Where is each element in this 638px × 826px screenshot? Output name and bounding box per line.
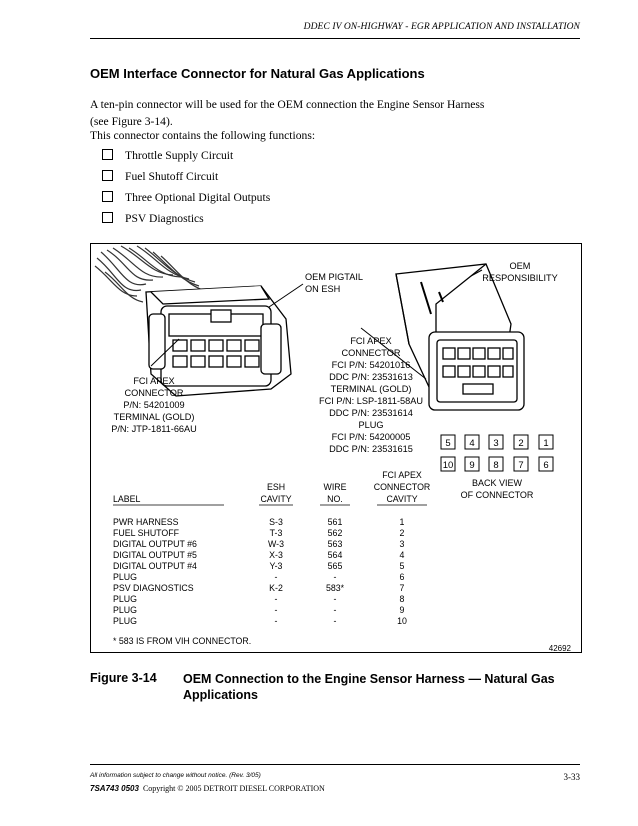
row-label: PLUG <box>113 594 137 604</box>
pin-label: 9 <box>469 460 475 471</box>
copyright: Copyright © 2005 DETROIT DIESEL CORPORATION <box>142 784 325 793</box>
row-esh: W-3 <box>268 539 284 549</box>
col-header-label: LABEL <box>113 494 141 504</box>
row-label: PSV DIAGNOSTICS <box>113 583 194 593</box>
pin-label: 4 <box>469 438 475 449</box>
oem-resp-label: OEM <box>509 261 531 271</box>
row-wire: - <box>333 616 337 626</box>
pin-label: 10 <box>442 460 454 471</box>
row-esh: - <box>274 616 278 626</box>
row-esh: S-3 <box>269 517 283 527</box>
row-cavity: 6 <box>399 572 405 582</box>
pin-label: 5 <box>445 438 451 449</box>
checkbox-icon <box>102 212 113 223</box>
oem-connector-icon <box>396 264 524 410</box>
bullet-item: Fuel Shutoff Circuit <box>102 170 218 183</box>
figure-id: 42692 <box>548 644 571 652</box>
row-esh: - <box>274 594 278 604</box>
row-cavity: 2 <box>399 528 405 538</box>
pigtail-label: OEM PIGTAIL <box>305 272 364 282</box>
row-wire: 561 <box>327 517 343 527</box>
running-header: DDEC IV ON-HIGHWAY - EGR APPLICATION AND INSTALLATION <box>303 22 580 32</box>
pin-label: 6 <box>543 460 549 471</box>
row-wire: - <box>333 605 337 615</box>
col-header-fci: FCI APEX <box>382 470 422 480</box>
row-esh: T-3 <box>269 528 283 538</box>
col-header-fci: CAVITY <box>386 494 418 504</box>
table-row <box>113 539 405 549</box>
table-row <box>113 550 405 560</box>
row-wire: 563 <box>327 539 343 549</box>
row-wire: - <box>333 594 337 604</box>
pin-label: 2 <box>518 438 524 449</box>
bullet-item: Throttle Supply Circuit <box>102 149 233 162</box>
figure-frame <box>90 243 582 653</box>
checkbox-icon <box>102 149 113 160</box>
col-header-fci: CONNECTOR <box>373 482 431 492</box>
row-wire: 583* <box>325 583 345 593</box>
center-callout-line: CONNECTOR <box>341 348 401 358</box>
col-header-wire: WIRE <box>323 482 347 492</box>
functions-intro: This connector contains the following functions: <box>90 129 316 142</box>
row-cavity: 5 <box>399 561 405 571</box>
intro-line-1: A ten-pin connector will be used for the OEM connection the Engine Sensor Harness <box>90 98 485 111</box>
figure-caption-text: OEM Connection to the Engine Sensor Harness — Natural Gas Applications <box>183 672 555 702</box>
pin-label: 1 <box>543 438 549 449</box>
page-number: 3-33 <box>563 772 580 782</box>
center-callout-line: FCI P/N: LSP-1811-58AU <box>319 396 423 406</box>
left-callout-line: TERMINAL (GOLD) <box>113 412 195 422</box>
row-cavity: 10 <box>397 616 407 626</box>
row-label: FUEL SHUTOFF <box>113 528 179 538</box>
back-view-label: BACK VIEW <box>471 478 523 488</box>
connector-diagram <box>91 244 581 652</box>
row-label: PWR HARNESS <box>113 517 179 527</box>
table-row <box>113 572 405 582</box>
figure-footnote: * 583 IS FROM VIH CONNECTOR. <box>113 636 252 646</box>
pin-table-header <box>113 470 430 505</box>
col-header-wire: NO. <box>327 494 343 504</box>
row-label: PLUG <box>113 616 137 626</box>
left-callout-line: FCI APEX <box>133 376 175 386</box>
col-header-esh: CAVITY <box>260 494 292 504</box>
row-esh: X-3 <box>269 550 283 560</box>
row-cavity: 8 <box>399 594 405 604</box>
row-wire: 565 <box>327 561 343 571</box>
center-callout-line: TERMINAL (GOLD) <box>330 384 412 394</box>
row-esh: Y-3 <box>269 561 283 571</box>
header-rule <box>90 38 580 39</box>
center-callout-line: FCI P/N: 54201016 <box>331 360 411 370</box>
table-row <box>113 583 405 593</box>
pin-table-rows <box>113 517 407 626</box>
row-label: PLUG <box>113 605 137 615</box>
checkbox-icon <box>102 191 113 202</box>
row-cavity: 1 <box>399 517 405 527</box>
pin-label: 3 <box>493 438 499 449</box>
col-header-esh: ESH <box>266 482 286 492</box>
footer-disclaimer: All information subject to change without notice. (Rev. 3/05) <box>90 772 261 779</box>
row-wire: - <box>333 572 337 582</box>
center-callout-line: PLUG <box>358 420 384 430</box>
row-esh: K-2 <box>269 583 283 593</box>
bullet-item: Three Optional Digital Outputs <box>102 191 270 204</box>
doc-number: 7SA743 0503 <box>90 784 139 793</box>
row-label: DIGITAL OUTPUT #5 <box>113 550 197 560</box>
back-view-label: OF CONNECTOR <box>460 490 534 500</box>
intro-line-2: (see Figure 3-14). <box>90 115 173 128</box>
center-callout-line: FCI APEX <box>350 336 392 346</box>
row-cavity: 4 <box>399 550 405 560</box>
row-cavity: 7 <box>399 583 405 593</box>
pin-map <box>441 435 553 500</box>
row-cavity: 9 <box>399 605 405 615</box>
footer-copyright-line <box>90 784 325 793</box>
table-row <box>113 517 405 527</box>
pin-label: 8 <box>493 460 499 471</box>
pin-label: 7 <box>518 460 524 471</box>
row-cavity: 3 <box>399 539 405 549</box>
row-label: PLUG <box>113 572 137 582</box>
center-callout-line: DDC P/N: 23531614 <box>329 408 413 418</box>
pigtail-label: ON ESH <box>305 284 341 294</box>
row-label: DIGITAL OUTPUT #6 <box>113 539 197 549</box>
table-row <box>113 561 405 571</box>
center-callout-line: FCI P/N: 54200005 <box>331 432 411 442</box>
oem-resp-label: RESPONSIBILITY <box>482 273 558 283</box>
table-row <box>113 594 405 604</box>
center-callout-line: DDC P/N: 23531615 <box>329 444 413 454</box>
figure-caption-label: Figure 3-14 <box>90 671 157 685</box>
row-wire: 562 <box>327 528 343 538</box>
footer-rule <box>90 764 580 765</box>
row-esh: - <box>274 605 278 615</box>
section-title: OEM Interface Connector for Natural Gas Applications <box>90 66 425 81</box>
center-callout-line: DDC P/N: 23531613 <box>329 372 413 382</box>
row-esh: - <box>274 572 278 582</box>
row-wire: 564 <box>327 550 343 560</box>
left-callout-line: P/N: JTP-1811-66AU <box>111 424 197 434</box>
table-row <box>113 528 405 538</box>
table-row <box>113 616 407 626</box>
left-callout-line: P/N: 54201009 <box>123 400 185 410</box>
table-row <box>113 605 405 615</box>
left-callout-line: CONNECTOR <box>124 388 184 398</box>
checkbox-icon <box>102 170 113 181</box>
row-label: DIGITAL OUTPUT #4 <box>113 561 197 571</box>
bullet-item: PSV Diagnostics <box>102 212 204 225</box>
